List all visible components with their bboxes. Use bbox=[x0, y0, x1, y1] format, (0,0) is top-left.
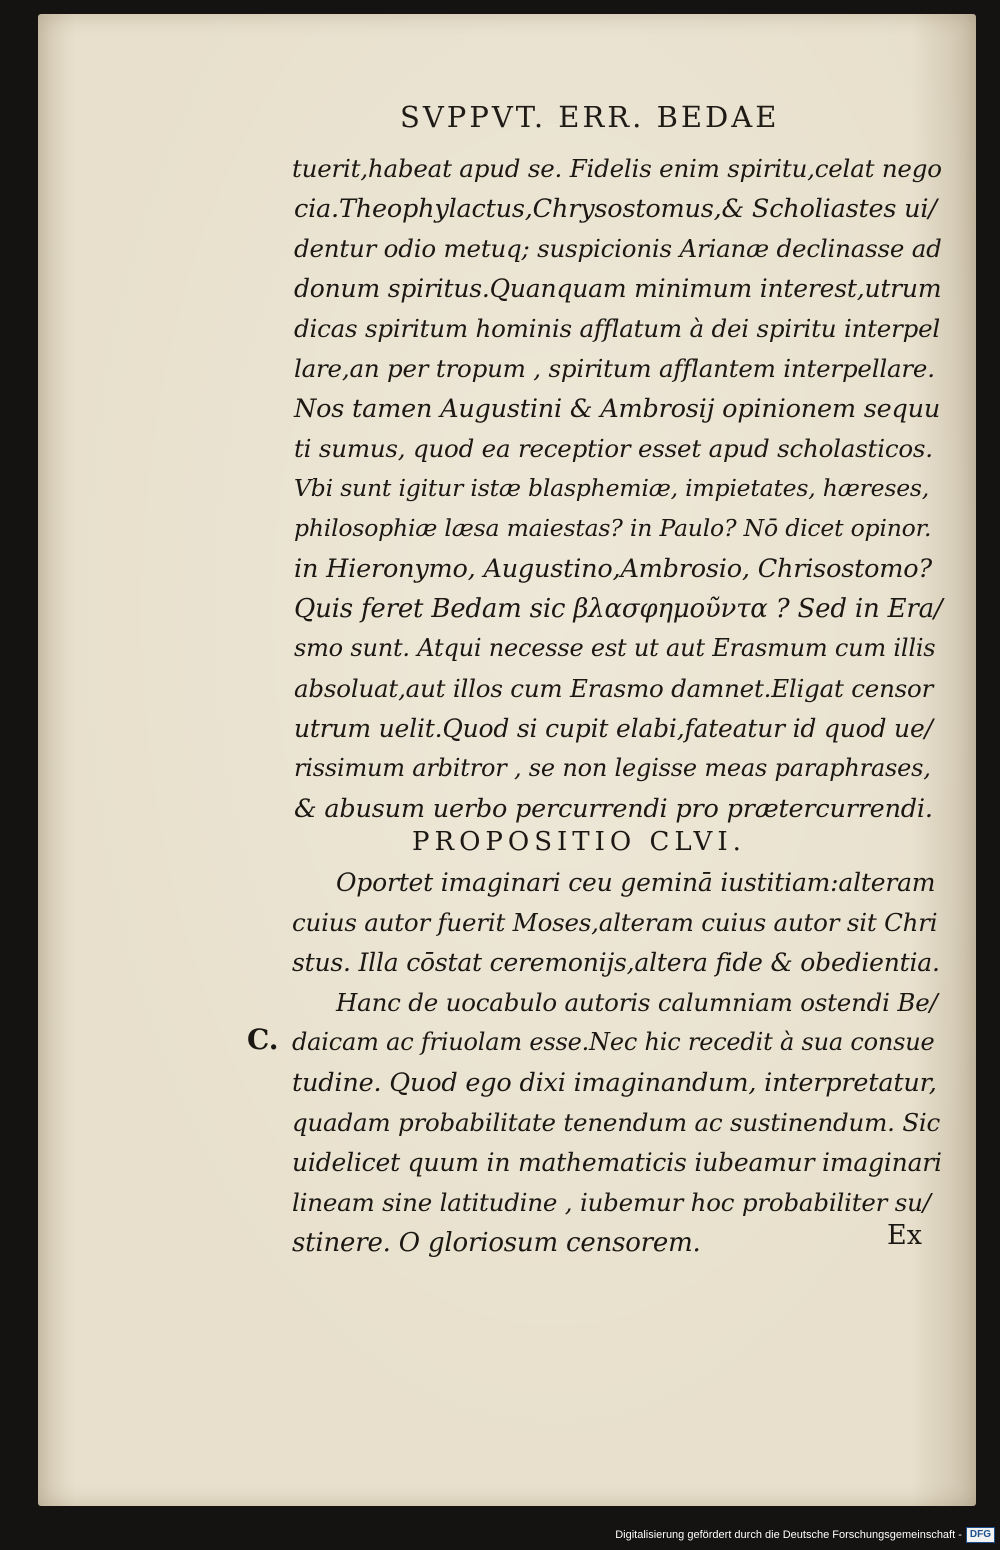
text-line: Vbi sunt igitur istæ blasphemiæ, impietates, hæreses, bbox=[294, 474, 930, 502]
text-line: in Hieronymo, Augustino,Ambrosio, Chrisostomo? bbox=[294, 554, 932, 584]
text-line: smo sunt. Atqui necesse est ut aut Erasmum cum illis bbox=[294, 634, 936, 662]
text-line: daicam ac friuolam esse.Nec hic recedit à sua consue bbox=[292, 1028, 935, 1056]
text-line: cia.Theophylactus,Chrysostomus,& Scholiastes ui/ bbox=[294, 194, 937, 224]
text-line: ti sumus, quod ea receptior esset apud scholasticos. bbox=[294, 434, 933, 463]
text-line: lineam sine latitudine , iubemur hoc probabiliter su/ bbox=[292, 1188, 931, 1217]
proposition-heading: PROPOSITIO CLVI. bbox=[412, 827, 746, 857]
marginal-note: C. bbox=[247, 1023, 279, 1056]
text-line: rissimum arbitror , se non legisse meas paraphrases, bbox=[294, 754, 931, 782]
text-line: absoluat,aut illos cum Erasmo damnet.Eligat censor bbox=[294, 674, 934, 703]
text-line: Oportet imaginari ceu geminā iustitiam:alteram bbox=[336, 868, 936, 897]
text-line: dentur odio metuq; suspicionis Arianæ declinasse ad bbox=[294, 234, 942, 263]
text-line: stus. Illa cōstat ceremonijs,altera fide & obedientia. bbox=[292, 948, 940, 977]
text-line: stinere. O gloriosum censorem. bbox=[292, 1228, 701, 1258]
digitization-footer bbox=[615, 1522, 995, 1548]
text-line: cuius autor fuerit Moses,alteram cuius autor sit Chri bbox=[292, 908, 938, 937]
catchword: Ex bbox=[887, 1220, 922, 1251]
text-line: Quis feret Bedam sic βλασφημοῦντα ? Sed in Era/ bbox=[294, 594, 943, 624]
dfg-logo-icon: DFG bbox=[966, 1527, 995, 1543]
text-line: dicas spiritum hominis afflatum à dei spiritu interpel bbox=[294, 314, 941, 343]
text-line: uidelicet quum in mathematicis iubeamur imaginari bbox=[292, 1148, 942, 1177]
text-line: tuerit,habeat apud se. Fidelis enim spiritu,celat nego bbox=[292, 154, 942, 183]
text-line: utrum uelit.Quod si cupit elabi,fateatur id quod ue/ bbox=[294, 714, 933, 743]
text-line: lare,an per tropum , spiritum afflantem interpellare. bbox=[294, 354, 935, 383]
text-line: Hanc de uocabulo autoris calumniam ostendi Be/ bbox=[336, 988, 938, 1017]
text-line: & abusum uerbo percurrendi pro prætercurrendi. bbox=[294, 794, 933, 824]
text-line: donum spiritus.Quanquam minimum interest,utrum bbox=[294, 274, 942, 303]
text-line: quadam probabilitate tenendum ac sustinendum. Sic bbox=[292, 1108, 941, 1137]
text-line: tudine. Quod ego dixi imaginandum, interpretatur, bbox=[292, 1068, 937, 1098]
text-line: philosophiæ læsa maiestas? in Paulo? Nō dicet opinor. bbox=[294, 514, 932, 542]
running-head: SVPPVT. ERR. BEDAE bbox=[400, 100, 780, 134]
text-line: Nos tamen Augustini & Ambrosij opinionem sequu bbox=[294, 394, 941, 424]
footer-credit: Digitalisierung gefördert durch die Deutsche Forschungsgemeinschaft - bbox=[615, 1529, 962, 1541]
